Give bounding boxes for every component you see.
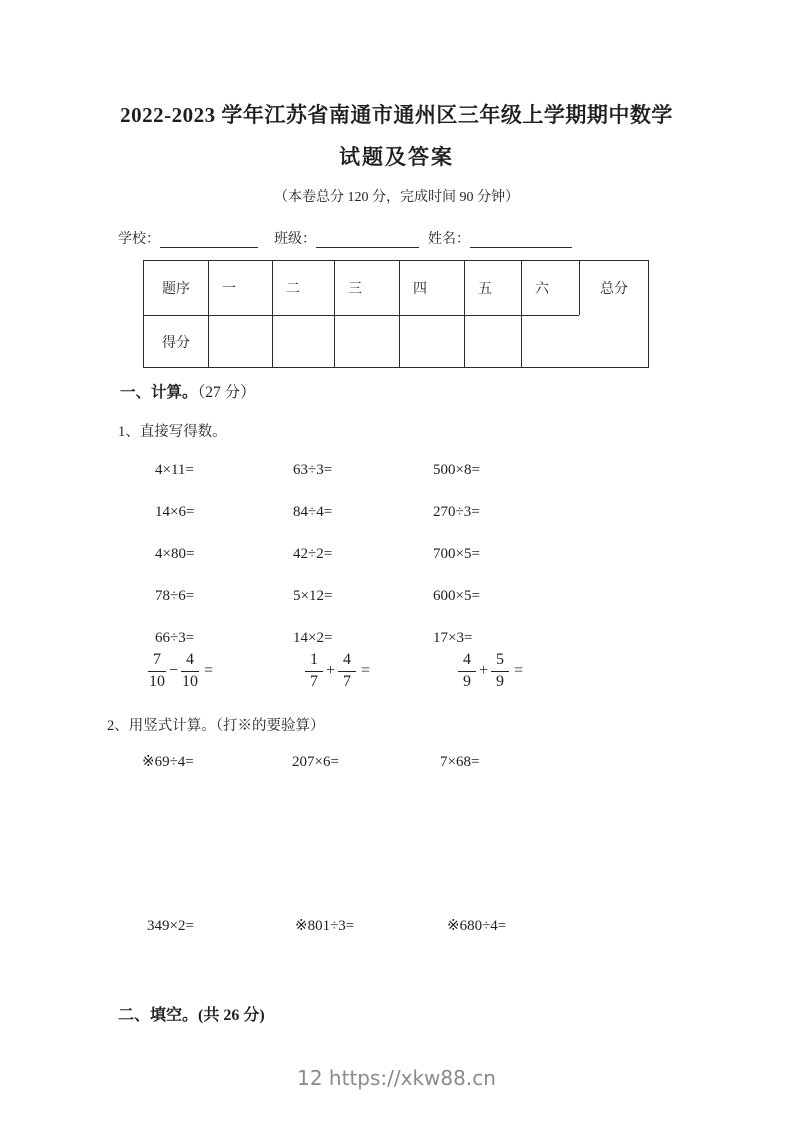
score-cell-empty xyxy=(521,315,579,367)
fraction-equation xyxy=(305,652,370,691)
fraction-numerator: 4 xyxy=(458,652,476,672)
fraction-numerator: 7 xyxy=(148,652,166,672)
page-title-line1: 2022-2023 学年江苏省南通市通州区三年级上学期期中数学 xyxy=(120,103,673,127)
quick-calc-item: 270÷3= xyxy=(433,504,480,520)
fraction xyxy=(458,652,476,691)
fraction xyxy=(491,652,509,691)
quick-calc-item: 5×12= xyxy=(293,588,333,604)
score-cell-empty xyxy=(399,315,464,367)
fraction-denominator: 10 xyxy=(182,672,199,690)
part2-label: 2、用竖式计算。（打※的要验算） xyxy=(107,718,325,734)
fraction-denominator: 9 xyxy=(463,672,471,690)
score-table-header-cell: 四 xyxy=(399,261,464,315)
quick-calc-item: 14×6= xyxy=(155,504,195,520)
student-info-row xyxy=(118,228,572,248)
quick-calc-item: 78÷6= xyxy=(155,588,195,604)
section2-heading: 二、填空。(共 26 分) xyxy=(118,1007,265,1024)
fraction-numerator: 1 xyxy=(305,652,323,672)
quick-calc-item: 17×3= xyxy=(433,630,473,646)
fraction-denominator: 7 xyxy=(343,672,352,690)
score-table-header-cell: 题序 xyxy=(162,282,190,297)
quick-calc-item: 4×11= xyxy=(155,462,194,478)
score-table xyxy=(143,260,649,368)
score-cell-empty xyxy=(208,315,272,367)
vertical-calc-item: ※801÷3= xyxy=(295,918,355,934)
name-field-line xyxy=(470,231,572,248)
quick-calc-item: 4×80= xyxy=(155,546,195,562)
fraction-denominator: 9 xyxy=(496,672,505,690)
score-cell-empty xyxy=(334,315,399,367)
school-field-line xyxy=(160,231,258,248)
score-table-header-cell: 六 xyxy=(521,261,579,315)
class-label: 班级： xyxy=(274,232,316,247)
quick-calc-grid xyxy=(155,462,593,672)
school-label: 学校： xyxy=(118,232,160,247)
vertical-calc-item: 7×68= xyxy=(440,754,480,770)
score-row-label: 得分 xyxy=(144,315,208,367)
fraction-denominator: 10 xyxy=(149,672,165,690)
quick-calc-item: 14×2= xyxy=(293,630,333,646)
operator: + xyxy=(326,662,336,680)
vertical-calc-item: 207×6= xyxy=(292,754,339,770)
operator: − xyxy=(169,662,179,680)
fraction xyxy=(148,652,166,691)
section1-heading xyxy=(120,380,256,402)
fraction-numerator: 4 xyxy=(338,652,356,672)
page-title-line2: 试题及答案 xyxy=(339,145,454,169)
quick-calc-item: 600×5= xyxy=(433,588,480,604)
score-table-header-cell: 五 xyxy=(464,261,521,315)
operator: + xyxy=(479,662,489,680)
section1-heading-points: （27 分） xyxy=(197,384,256,401)
fraction-equations-row xyxy=(0,652,793,702)
equals-sign: = xyxy=(514,662,524,680)
fraction xyxy=(338,652,356,691)
exam-subtitle: （本卷总分 120 分，完成时间 90 分钟） xyxy=(274,190,519,205)
vertical-calc-item: ※680÷4= xyxy=(447,918,507,934)
fraction-equation xyxy=(458,652,523,691)
fraction xyxy=(305,652,323,691)
quick-calc-item: 63÷3= xyxy=(293,462,333,478)
class-field-line xyxy=(316,231,419,248)
footer-watermark: 12 https://xkw88.cn xyxy=(297,1066,496,1090)
section1-heading-title: 一、计算。 xyxy=(120,384,198,401)
equals-sign: = xyxy=(361,662,371,680)
vertical-calc-item: 349×2= xyxy=(147,918,194,934)
fraction xyxy=(181,652,199,691)
part1-label: 1、直接写得数。 xyxy=(118,424,227,440)
score-cell-empty xyxy=(464,315,521,367)
name-label: 姓名： xyxy=(428,232,470,247)
fraction-denominator: 7 xyxy=(310,672,318,690)
fraction-equation xyxy=(148,652,213,691)
quick-calc-item: 42÷2= xyxy=(293,546,333,562)
score-table-header-cell: 总分 xyxy=(579,261,648,315)
fraction-numerator: 5 xyxy=(491,652,509,672)
quick-calc-item: 700×5= xyxy=(433,546,480,562)
equals-sign: = xyxy=(204,662,214,680)
vertical-calc-item: ※69÷4= xyxy=(142,754,194,770)
score-table-header-cell: 三 xyxy=(334,261,399,315)
quick-calc-item: 84÷4= xyxy=(293,504,333,520)
quick-calc-item: 66÷3= xyxy=(155,630,195,646)
score-cell-empty xyxy=(272,315,334,367)
fraction-numerator: 4 xyxy=(181,652,199,672)
score-table-header-cell: 一 xyxy=(208,261,272,315)
quick-calc-item: 500×8= xyxy=(433,462,480,478)
score-table-header-cell: 二 xyxy=(272,261,334,315)
